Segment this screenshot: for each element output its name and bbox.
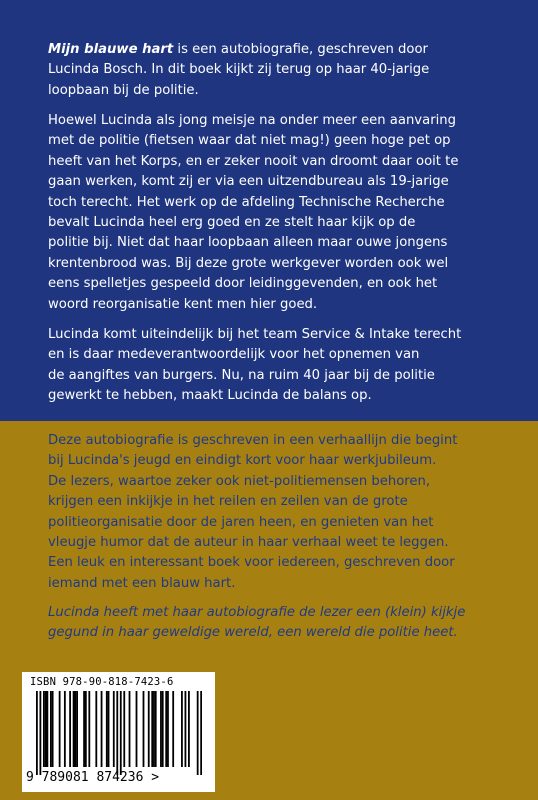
story-line: heeft van het Korps, en er zeker nooit van droomt daar ooit te bbox=[48, 153, 459, 169]
intro-paragraph bbox=[48, 40, 498, 101]
ean-digits bbox=[26, 770, 159, 785]
barcode-bar bbox=[43, 691, 45, 767]
summary-line: bij Lucinda's jeugd en eindigt kort voor haar werkjubileum. bbox=[48, 453, 437, 469]
barcode-bar bbox=[39, 691, 41, 775]
barcode-bar bbox=[197, 691, 199, 775]
summary-line: vleugje humor dat de auteur in haar verhaal weet te leggen. bbox=[48, 535, 449, 551]
barcode-bar bbox=[160, 691, 162, 767]
barcode-bar bbox=[167, 691, 169, 767]
summary-line: De lezers, waartoe zeker ook niet-politiemensen behoren, bbox=[48, 473, 431, 489]
barcode-bar bbox=[74, 691, 76, 767]
barcode-bar bbox=[69, 691, 71, 767]
barcode-bar bbox=[106, 691, 108, 767]
summary-line: Een leuk en interessant boek voor iedereen, geschreven door bbox=[48, 555, 455, 571]
barcode-bar bbox=[45, 691, 47, 767]
story-line: Hoewel Lucinda als jong meisje na onder meer een aanvaring bbox=[48, 113, 457, 128]
story-line: met de politie (fietsen waar dat niet mag!) geen hoge pet op bbox=[48, 133, 451, 149]
ean-left-group: 789081 bbox=[41, 770, 89, 785]
summary-line: Deze autobiografie is geschreven in een verhaallijn die begint bbox=[48, 433, 458, 448]
barcode-bar bbox=[162, 691, 164, 767]
barcode-bar bbox=[172, 691, 174, 767]
quote-line: gegund in haar geweldige wereld, een wereld die politie heet. bbox=[48, 625, 458, 641]
barcode-bar bbox=[52, 691, 54, 767]
career-line: Lucinda komt uiteindelijk bij het team Service & Intake terecht bbox=[48, 327, 462, 342]
barcode-bar bbox=[46, 691, 48, 767]
barcode-bar bbox=[151, 691, 153, 767]
barcode-bar bbox=[85, 691, 87, 767]
barcode-bar bbox=[59, 691, 61, 767]
story-line: woord reorganisatie kent men hier goed. bbox=[48, 296, 318, 312]
barcode-bar bbox=[88, 691, 90, 767]
story-line: politie bij. Niet dat haar loopbaan alleen maar ouwe jongens bbox=[48, 235, 448, 251]
closing-quote bbox=[48, 603, 498, 644]
story-line: eens spelletjes gespeeld door leidinggevenden, en ook het bbox=[48, 276, 438, 292]
isbn-label: ISBN 978-90-818-7423-6 bbox=[30, 676, 174, 688]
barcode-bar bbox=[181, 691, 183, 767]
barcode-bar bbox=[108, 691, 110, 767]
barcode-bar bbox=[36, 691, 38, 775]
story-line: bevalt Lucinda heel erg goed en ze stelt haar kijk op de bbox=[48, 215, 416, 231]
intro-line: Lucinda Bosch. In dit boek kijkt zij terug op haar 40-jarige bbox=[48, 62, 430, 78]
barcode-bars bbox=[36, 691, 202, 775]
career-line: de aangiftes van burgers. Nu, na ruim 40 jaar bij de politie bbox=[48, 367, 435, 383]
barcode-bar bbox=[116, 691, 118, 775]
barcode-bar bbox=[148, 691, 150, 767]
summary-line: krijgen een inkijkje in het reilen en zeilen van de grote bbox=[48, 494, 408, 510]
summary-line: politieorganisatie door de jaren heen, en genieten van het bbox=[48, 514, 434, 530]
barcode-bar bbox=[188, 691, 190, 767]
barcode-bar bbox=[101, 691, 103, 767]
career-line: gewerkt te hebben, maakt Lucinda de balans op. bbox=[48, 388, 372, 404]
barcode-bar bbox=[120, 691, 122, 775]
barcode-bar bbox=[83, 691, 85, 767]
barcode-bar bbox=[113, 691, 115, 767]
career-line: en is daar medeverantwoordelijk voor het opnemen van bbox=[48, 347, 420, 363]
story-paragraph bbox=[48, 111, 498, 315]
story-line: toch terecht. Het werk op de afdeling Technische Recherche bbox=[48, 194, 445, 210]
intro-line: loopbaan bij de politie. bbox=[48, 82, 199, 98]
barcode-bar bbox=[153, 691, 155, 767]
summary-line: iemand met een blauw hart. bbox=[48, 575, 236, 591]
ean-arrow: > bbox=[151, 770, 160, 785]
ean-first-digit: 9 bbox=[26, 770, 34, 785]
barcode-bar bbox=[50, 691, 52, 767]
barcode-bar bbox=[129, 691, 131, 767]
summary-paragraph bbox=[48, 431, 498, 594]
barcode-bar bbox=[143, 691, 145, 767]
story-line: gaan werken, komt zij er via een uitzendbureau als 19-jarige bbox=[48, 174, 449, 190]
quote-line: Lucinda heeft met haar autobiografie de lezer een (klein) kijkje bbox=[48, 605, 466, 620]
barcode-bar bbox=[73, 691, 75, 767]
ean-right-group: 874236 bbox=[96, 770, 144, 785]
barcode-bar bbox=[136, 691, 138, 767]
book-title: Mijn blauwe hart bbox=[48, 42, 174, 57]
barcode-bar bbox=[95, 691, 97, 767]
career-paragraph bbox=[48, 325, 498, 407]
barcode-bar bbox=[64, 691, 66, 767]
barcode-bar bbox=[76, 691, 78, 767]
barcode-bar bbox=[165, 691, 167, 767]
barcode-bar bbox=[185, 691, 187, 767]
barcode-bar bbox=[123, 691, 125, 767]
intro-line: is een autobiografie, geschreven door bbox=[173, 42, 428, 57]
barcode-bar bbox=[200, 691, 202, 775]
barcode-bar bbox=[155, 691, 157, 767]
story-line: krentenbrood was. Bij deze grote werkgever worden ook wel bbox=[48, 255, 449, 271]
isbn-barcode bbox=[22, 672, 215, 792]
